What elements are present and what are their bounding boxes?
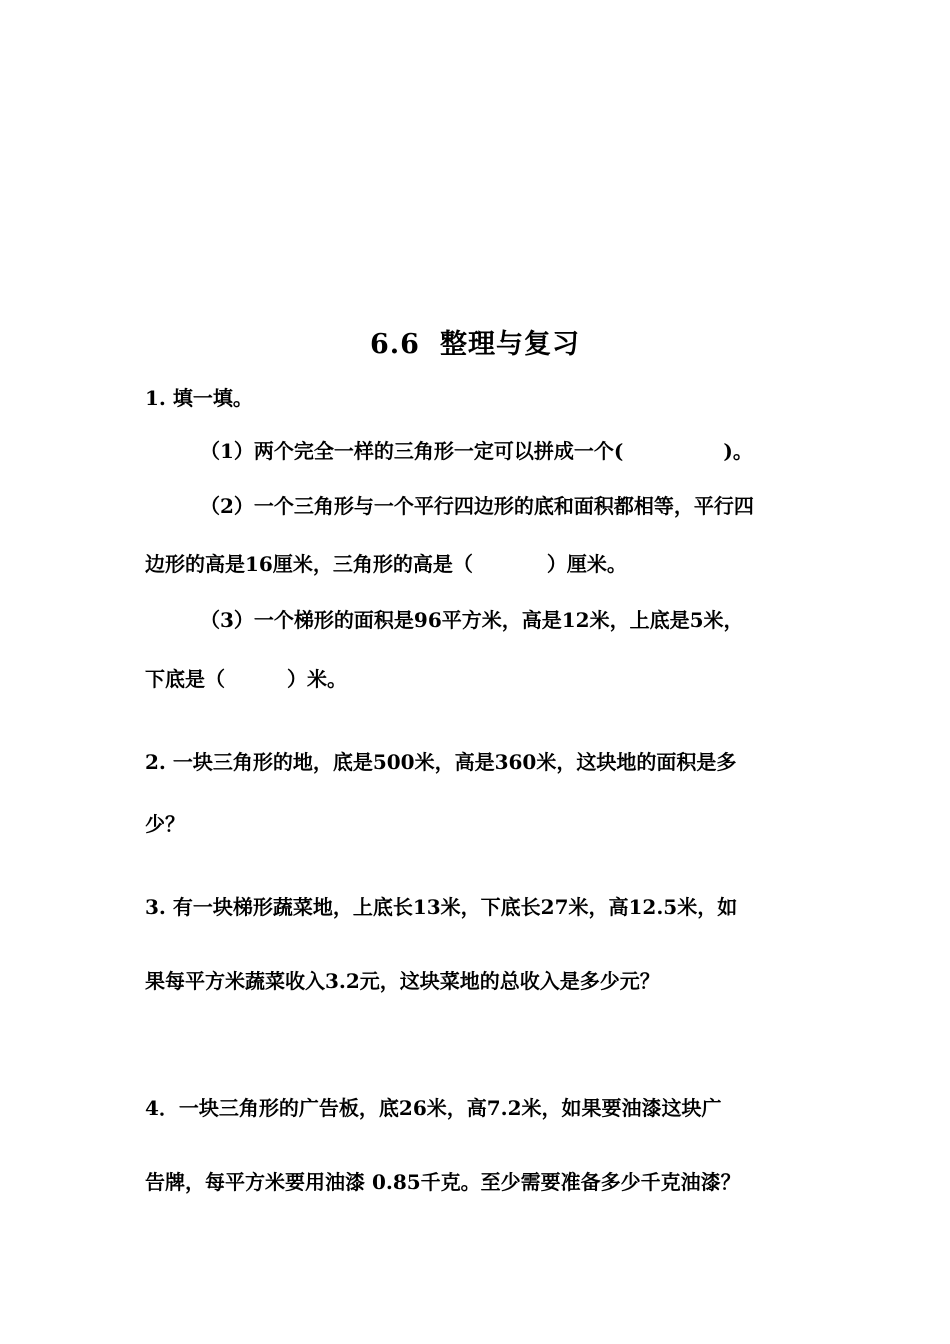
q1-part1-text-before: （1）两个完全一样的三角形一定可以拼成一个( [200,439,624,463]
q1-part1 [200,437,753,465]
q1-heading: 1. 填一填。 [145,386,253,410]
q1-part2-line2 [145,550,627,578]
q4-line2: 告牌，每平方米要用油漆 0.85千克。至少需要准备多少千克油漆？ [145,1170,741,1194]
q4-line1: 4．一块三角形的广告板，底26米，高7.2米，如果要油漆这块广 [145,1096,722,1120]
q1-part2-line1: （2）一个三角形与一个平行四边形的底和面积都相等，平行四 [200,494,754,518]
q1-part3-line2 [145,665,347,693]
q1-part2-text-after: ）厘米。 [546,552,627,576]
section-title: 整理与复习 [439,329,580,360]
q3-line2: 果每平方米蔬菜收入3.2元，这块菜地的总收入是多少元？ [145,969,660,993]
q1-part2-text-before: 边形的高是16厘米，三角形的高是（ [145,552,473,576]
q1-part1-text-after: )。 [723,439,753,463]
page-title [0,322,950,361]
q1-part3-text-before: 下底是（ [145,667,225,691]
q1-part3-line1: （3）一个梯形的面积是96平方米，高是12米，上底是5米， [200,608,744,632]
q2-line2: 少？ [145,812,185,836]
q2-line1: 2. 一块三角形的地，底是500米，高是360米，这块地的面积是多 [145,750,737,774]
q1-part3-text-after: ）米。 [287,667,347,691]
q3-line1: 3. 有一块梯形蔬菜地，上底长13米，下底长27米，高12.5米，如 [145,895,738,919]
section-number: 6.6 [370,329,420,360]
